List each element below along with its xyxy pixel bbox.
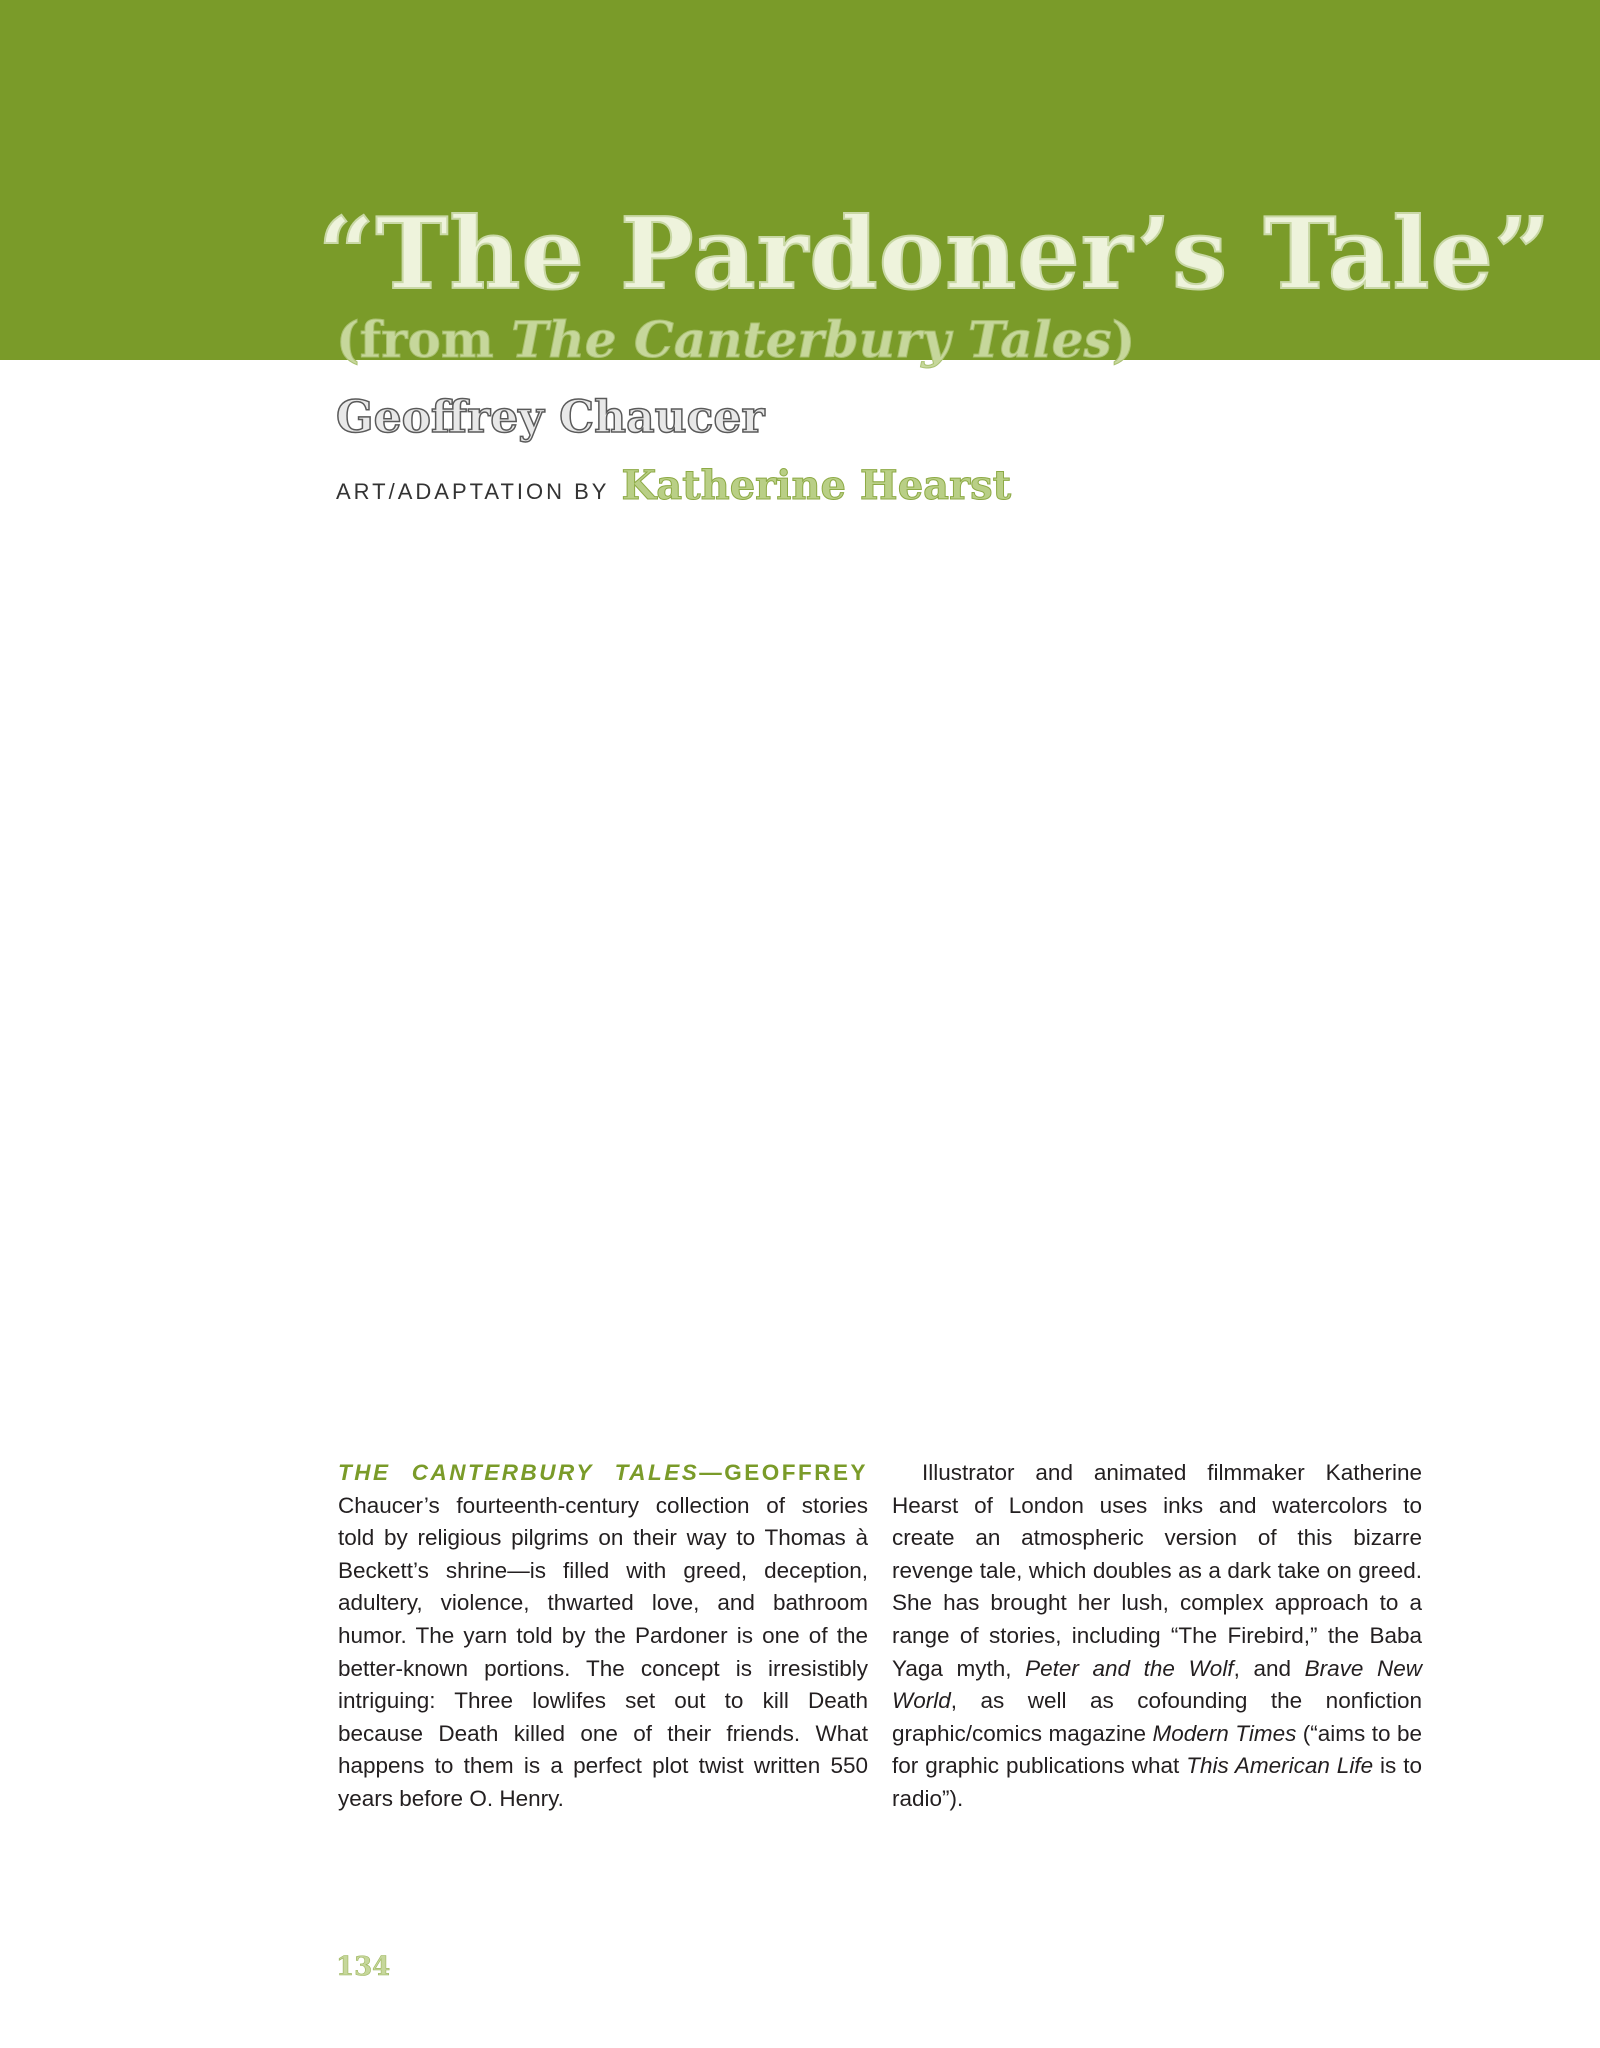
art-credit [336, 462, 1011, 518]
artist-text-5: is to radio”). [892, 1753, 1422, 1811]
blank-art-area [336, 540, 1416, 1420]
lead-in-book-title: THE CANTERBURY TALES [338, 1460, 700, 1485]
artist-paragraph [892, 1457, 1422, 1816]
lead-in [338, 1460, 868, 1485]
work-title-this-american-life: This American Life [1186, 1753, 1374, 1779]
page-number: 134 [336, 1952, 391, 1982]
page-subtitle [336, 310, 1336, 370]
subtitle-open: (from [336, 310, 512, 369]
subtitle-close: ) [1111, 310, 1136, 369]
intro-column-right [892, 1457, 1422, 1816]
author-name: Geoffrey Chaucer [336, 392, 765, 443]
work-title-peter-and-the-wolf: Peter and the Wolf [1025, 1655, 1234, 1681]
artist-text-3: , as well as cofounding the nonfiction graphic/comics magazine [892, 1688, 1422, 1746]
intro-column-left [338, 1457, 868, 1816]
work-title-brave-new-world: Brave New World [892, 1655, 1423, 1714]
credit-label: ART/ADAPTATION BY [336, 479, 610, 504]
subtitle-book-title: The Canterbury Tales [511, 310, 1112, 369]
lead-in-rest: —GEOFFREY [699, 1460, 868, 1485]
artist-text-1: Illustrator and animated filmmaker Katherine Hearst of London uses inks and watercolors to create an atmospheric version of this bizarre revenge tale, which doubles as a dark take on greed. She has brought her lush, complex approach to a range of stories, including “The Firebird,” the Baba Yaga myth, [892, 1460, 1422, 1681]
work-title-modern-times: Modern Times [1152, 1720, 1297, 1746]
artist-text-2: , and [1233, 1655, 1305, 1681]
intro-text: Chaucer’s fourteenth-century collection of stories told by religious pilgrims on their way to Thomas à Beckett’s shrine—is filled with greed, deception, adultery, violence, thwarted love, and bathroom humor. The yarn told by the Pardoner is one of the better-known portions. The concept is irresistibly intriguing: Three lowlifes set out to kill Death because Death killed one of their friends. What happens to them is a perfect plot twist written 550 years before O. Henry. [338, 1492, 868, 1811]
intro-paragraph [338, 1457, 868, 1816]
page-title: “The Pardoner’s Tale” [318, 197, 1552, 312]
artist-text-4: (“aims to be for graphic publications what [892, 1720, 1422, 1779]
credit-name: Katherine Hearst [621, 462, 1012, 509]
